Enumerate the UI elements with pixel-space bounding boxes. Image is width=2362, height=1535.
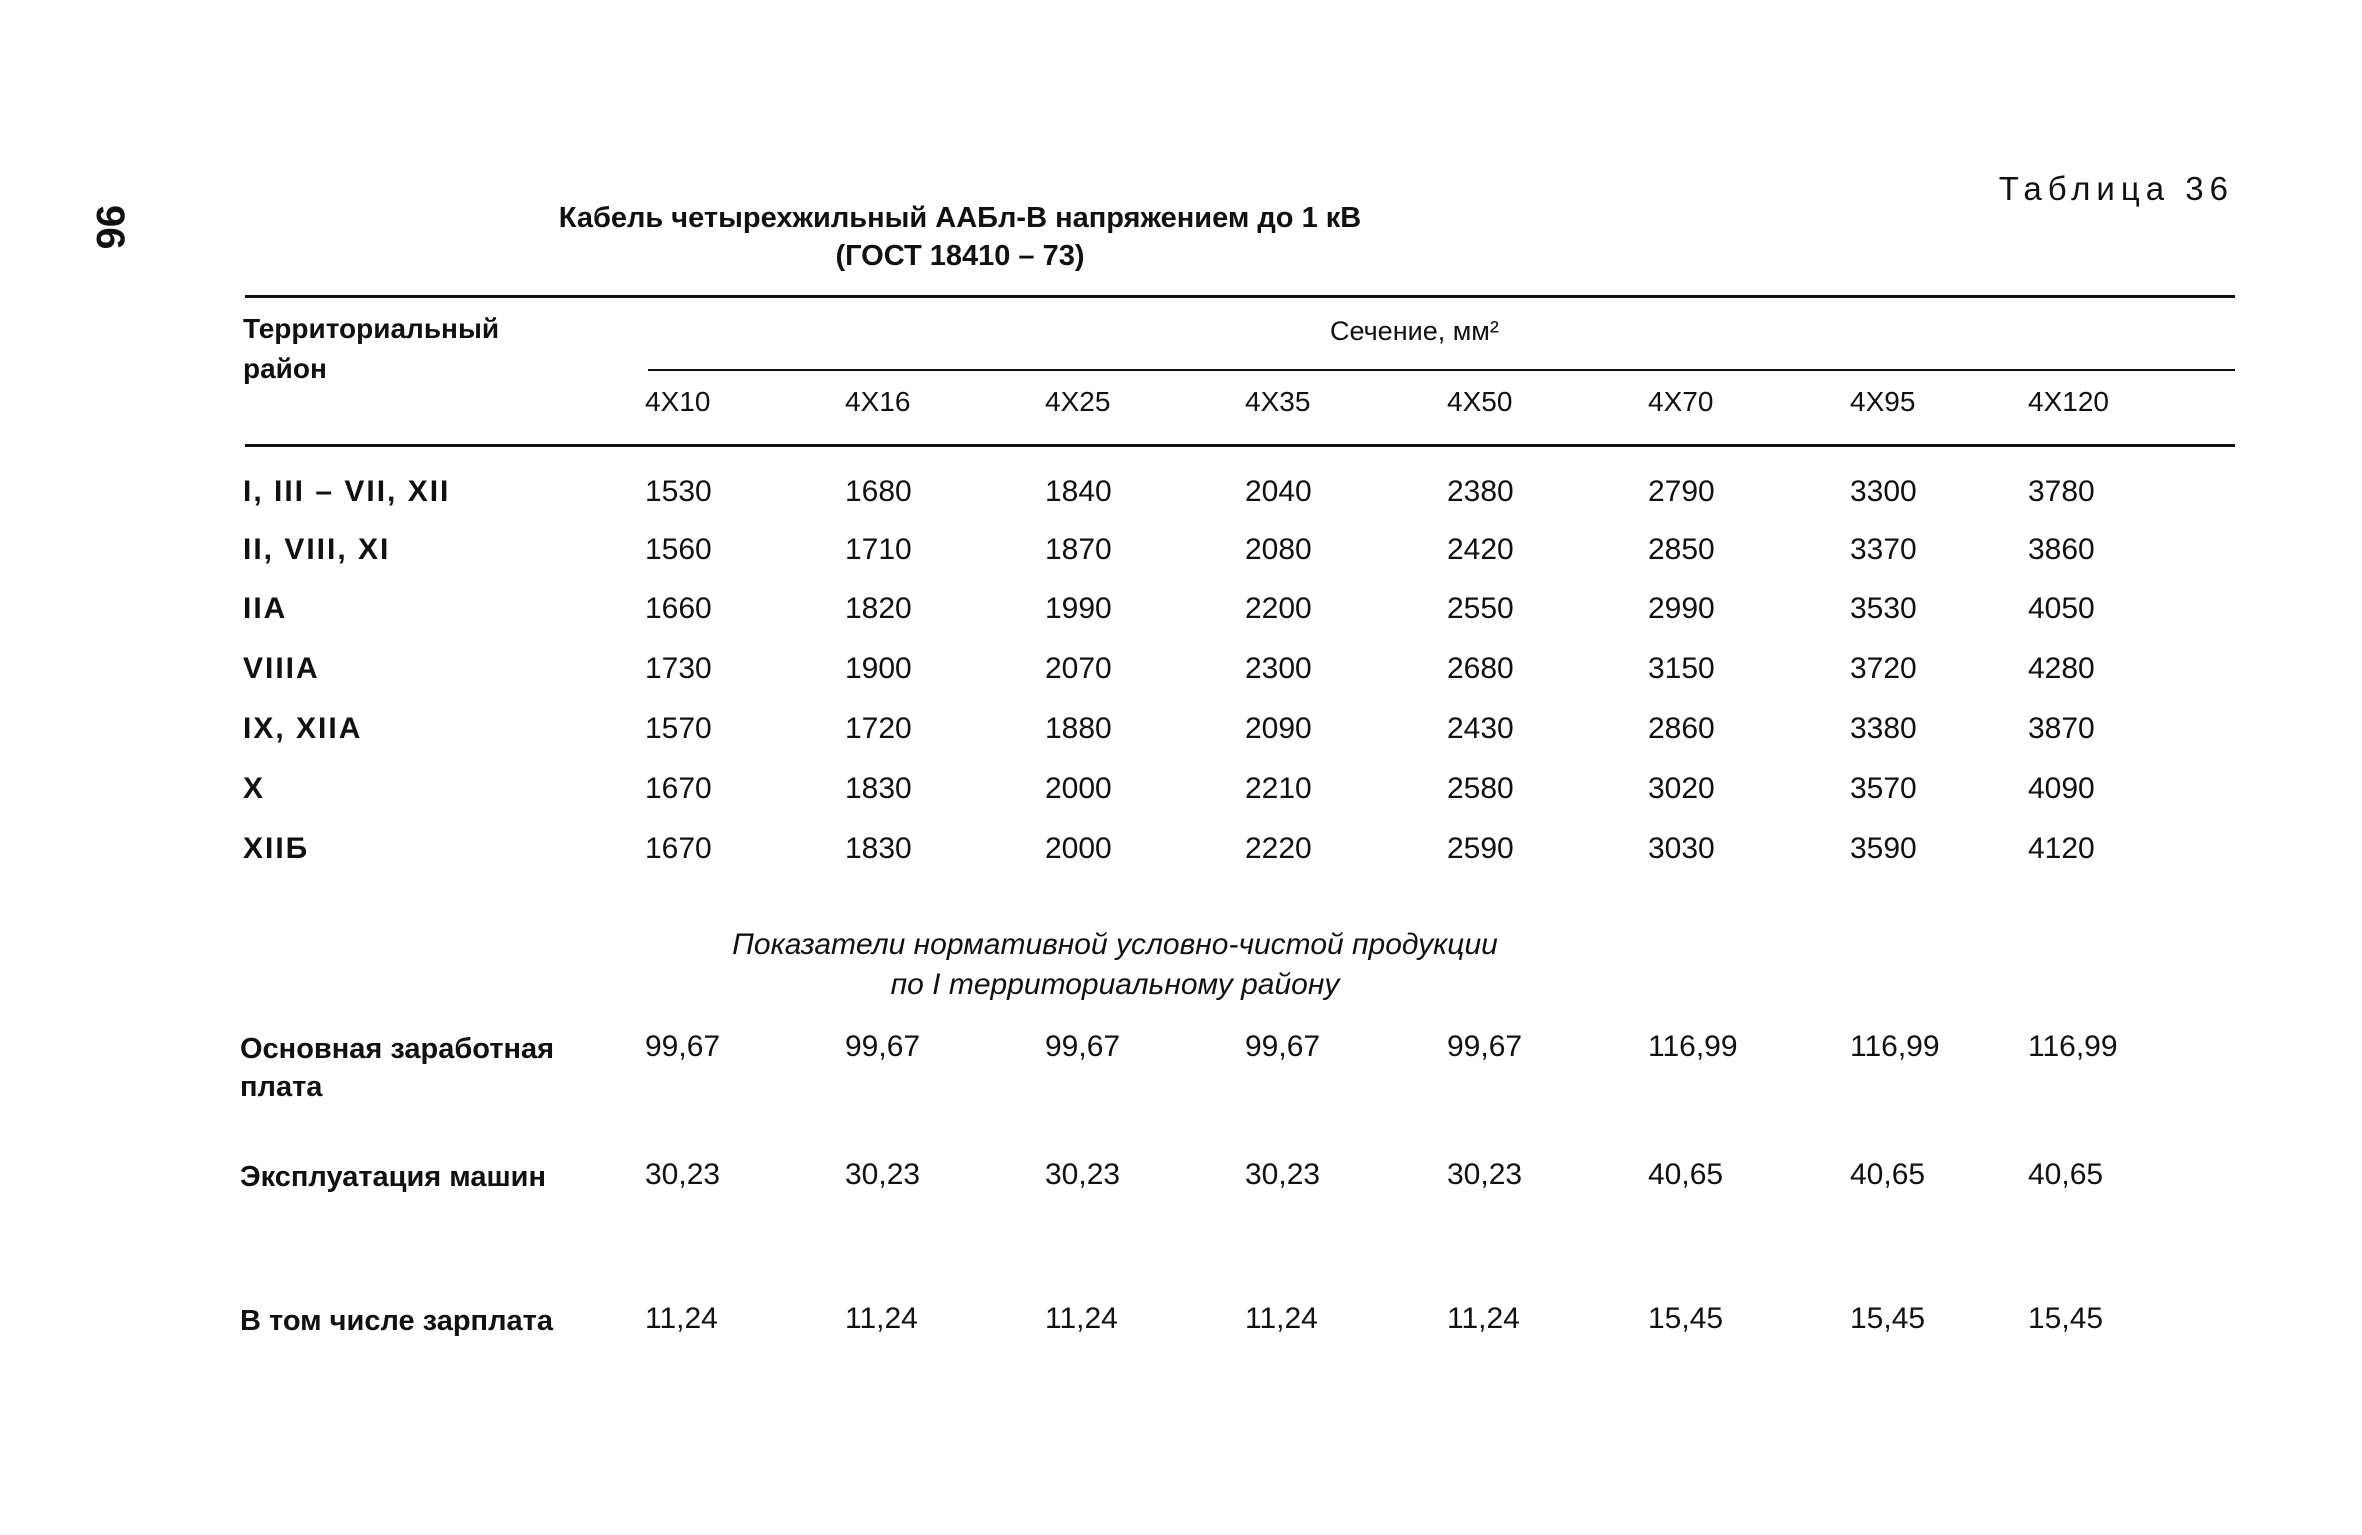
table-cell: 3150 bbox=[1648, 652, 1715, 685]
table-cell: 1710 bbox=[845, 533, 912, 566]
econ-cell: 11,24 bbox=[1245, 1302, 1318, 1335]
table-cell: 2790 bbox=[1648, 475, 1715, 508]
table-cell: 4120 bbox=[2028, 832, 2095, 865]
econ-cell: 15,45 bbox=[1648, 1302, 1724, 1335]
econ-cell: 99,67 bbox=[645, 1030, 721, 1063]
table-cell: 2850 bbox=[1648, 533, 1715, 566]
econ-cell: 30,23 bbox=[1245, 1158, 1321, 1191]
econ-cell: 99,67 bbox=[845, 1030, 921, 1063]
table-cell: 1830 bbox=[845, 832, 912, 865]
table-cell: 1670 bbox=[645, 772, 712, 805]
table-cell: 1990 bbox=[1045, 592, 1112, 625]
econ-row-label: Основная заработная плата bbox=[240, 1033, 555, 1103]
row-region-label: XIIБ bbox=[243, 832, 310, 865]
table-cell: 2580 bbox=[1447, 772, 1514, 805]
econ-cell: 99,67 bbox=[1045, 1030, 1121, 1063]
region-header: Территориальный район bbox=[243, 313, 500, 384]
row-region-label: IIA bbox=[243, 592, 288, 625]
econ-cell: 30,23 bbox=[1045, 1158, 1121, 1191]
table-cell: 4050 bbox=[2028, 592, 2095, 625]
table-cell: 2380 bbox=[1447, 475, 1514, 508]
table-cell: 4090 bbox=[2028, 772, 2095, 805]
econ-cell: 40,65 bbox=[1648, 1158, 1724, 1191]
econ-cell: 30,23 bbox=[1447, 1158, 1523, 1191]
table-cell: 3020 bbox=[1648, 772, 1715, 805]
row-region-label: II, VIII, XI bbox=[243, 533, 391, 566]
row-region-label: VIIIA bbox=[243, 652, 320, 685]
econ-cell: 30,23 bbox=[845, 1158, 921, 1191]
table-cell: 2220 bbox=[1245, 832, 1312, 865]
table-cell: 1660 bbox=[645, 592, 712, 625]
econ-cell: 11,24 bbox=[845, 1302, 918, 1335]
econ-cell: 15,45 bbox=[1850, 1302, 1926, 1335]
econ-row-label: В том числе зарплата bbox=[240, 1305, 553, 1337]
econ-cell: 116,99 bbox=[1850, 1030, 1940, 1063]
table-cell: 3370 bbox=[1850, 533, 1917, 566]
table-cell: 1560 bbox=[645, 533, 712, 566]
table-cell: 1680 bbox=[845, 475, 912, 508]
table-cell: 4280 bbox=[2028, 652, 2095, 685]
table-cell: 3860 bbox=[2028, 533, 2095, 566]
table-cell: 1840 bbox=[1045, 475, 1112, 508]
table-cell: 3530 bbox=[1850, 592, 1917, 625]
table-cell: 3720 bbox=[1850, 652, 1917, 685]
table-cell: 1820 bbox=[845, 592, 912, 625]
table-cell: 2070 bbox=[1045, 652, 1112, 685]
table-cell: 3380 bbox=[1850, 712, 1917, 745]
table-cell: 2040 bbox=[1245, 475, 1312, 508]
table-cell: 2420 bbox=[1447, 533, 1514, 566]
header-bottom-rule bbox=[245, 444, 2235, 447]
table-cell: 3300 bbox=[1850, 475, 1917, 508]
table-cell: 1870 bbox=[1045, 533, 1112, 566]
table-cell: 2680 bbox=[1447, 652, 1514, 685]
econ-cell: 11,24 bbox=[1045, 1302, 1118, 1335]
table-cell: 2550 bbox=[1447, 592, 1514, 625]
column-header: 4X95 bbox=[1850, 386, 1916, 417]
row-region-label: I, III – VII, XII bbox=[243, 475, 451, 508]
table-cell: 1720 bbox=[845, 712, 912, 745]
table-cell: 3030 bbox=[1648, 832, 1715, 865]
table-cell: 2000 bbox=[1045, 772, 1112, 805]
econ-cell: 99,67 bbox=[1245, 1030, 1321, 1063]
table-cell: 3870 bbox=[2028, 712, 2095, 745]
econ-cell: 15,45 bbox=[2028, 1302, 2104, 1335]
column-header: 4X70 bbox=[1648, 386, 1714, 417]
table-cell: 1570 bbox=[645, 712, 712, 745]
table-cell: 3590 bbox=[1850, 832, 1917, 865]
table-cell: 1670 bbox=[645, 832, 712, 865]
table-cell: 2590 bbox=[1447, 832, 1514, 865]
row-region-label: X bbox=[243, 772, 266, 805]
table-cell: 1830 bbox=[845, 772, 912, 805]
econ-cell: 40,65 bbox=[1850, 1158, 1926, 1191]
section-header: Сечение, мм² bbox=[1330, 316, 1499, 346]
subtitle: Показатели нормативной условно-чистой продукции bbox=[732, 928, 1498, 961]
table-cell: 2000 bbox=[1045, 832, 1112, 865]
column-header: 4X35 bbox=[1245, 386, 1311, 417]
column-header: 4X120 bbox=[2028, 386, 2109, 417]
column-header: 4X25 bbox=[1045, 386, 1111, 417]
econ-cell: 11,24 bbox=[645, 1302, 718, 1335]
econ-cell: 30,23 bbox=[645, 1158, 721, 1191]
table-cell: 2300 bbox=[1245, 652, 1312, 685]
row-region-label: IX, XIIA bbox=[243, 712, 363, 745]
table-cell: 1730 bbox=[645, 652, 712, 685]
econ-cell: 116,99 bbox=[2028, 1030, 2118, 1063]
table-cell: 3570 bbox=[1850, 772, 1917, 805]
section-rule bbox=[648, 369, 2235, 371]
page-number: 96 bbox=[88, 205, 132, 250]
table-cell: 2430 bbox=[1447, 712, 1514, 745]
econ-cell: 40,65 bbox=[2028, 1158, 2104, 1191]
table-title: Кабель четырехжильный ААБл-В напряжением до 1 кВ bbox=[558, 202, 1362, 234]
econ-cell: 99,67 bbox=[1447, 1030, 1523, 1063]
econ-cell: 11,24 bbox=[1447, 1302, 1520, 1335]
econ-row-label: Эксплуатация машин bbox=[240, 1161, 547, 1193]
table-cell: 2860 bbox=[1648, 712, 1715, 745]
table-cell: 1900 bbox=[845, 652, 912, 685]
table-label: Таблица 36 bbox=[1998, 170, 2234, 207]
table-cell: 2200 bbox=[1245, 592, 1312, 625]
subtitle-region: по I территориальному району bbox=[890, 968, 1340, 1001]
econ-cell: 116,99 bbox=[1648, 1030, 1738, 1063]
table-cell: 1530 bbox=[645, 475, 712, 508]
top-rule bbox=[245, 295, 2235, 298]
table-title-standard: (ГОСТ 18410 – 73) bbox=[835, 240, 1085, 272]
table-cell: 2990 bbox=[1648, 592, 1715, 625]
table-cell: 2080 bbox=[1245, 533, 1312, 566]
table-cell: 2090 bbox=[1245, 712, 1312, 745]
column-header: 4X50 bbox=[1447, 386, 1513, 417]
table-cell: 3780 bbox=[2028, 475, 2095, 508]
table-cell: 2210 bbox=[1245, 772, 1312, 805]
column-header: 4X16 bbox=[845, 386, 911, 417]
table-cell: 1880 bbox=[1045, 712, 1112, 745]
column-header: 4X10 bbox=[645, 386, 711, 417]
